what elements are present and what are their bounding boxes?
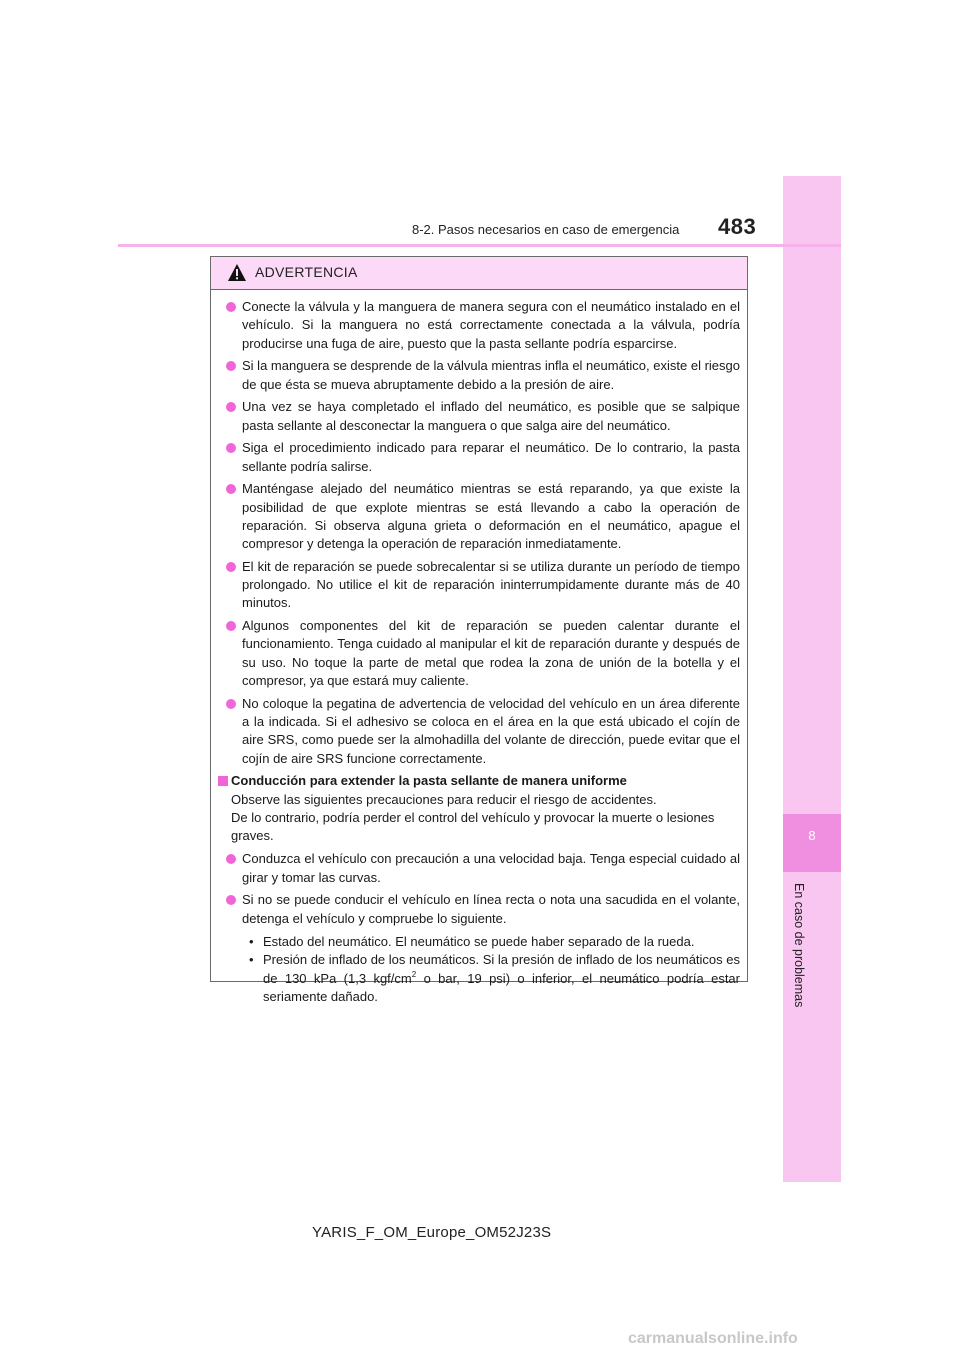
bullet-icon xyxy=(226,302,236,312)
warning-item: No coloque la pegatina de advertencia de velocidad del vehículo en un área diferente a la indicada. Si el adhesivo se coloca en el área en la que está ubicado el cojín de aire SRS, como puede ser la almohadilla del volante de dirección, puede evitar que el cojín de aire SRS funcione correctamente. xyxy=(218,695,740,768)
subsection-heading: Conducción para extender la pasta sellante de manera uniforme xyxy=(218,772,740,790)
subsection-item: Conduzca el vehículo con precaución a una velocidad baja. Tenga especial cuidado al girar y tomar las curvas. xyxy=(218,850,740,887)
bullet-icon xyxy=(226,699,236,709)
warning-item: Algunos componentes del kit de reparación se pueden calentar durante el funcionamiento. Tenga cuidado al manipular el kit de reparación durante y después de su uso. No toque la parte de metal que rodea la zona de unión de la botella y el compresor, ya que estará muy caliente. xyxy=(218,617,740,690)
warning-body xyxy=(211,290,747,1006)
bullet-icon xyxy=(226,621,236,631)
dot-bullet-icon: • xyxy=(249,934,254,950)
subsection-intro: Observe las siguientes precauciones para reducir el riesgo de accidentes. xyxy=(231,791,657,807)
watermark: carmanualsonline.info xyxy=(628,1330,798,1347)
warning-item: Conecte la válvula y la manguera de manera segura con el neumático instalado en el vehículo. Si la manguera no está correctamente conectada a la válvula, podría producirse una fuga de aire, puesto que la pasta sellante podría esparcirse. xyxy=(218,298,740,353)
check-list xyxy=(218,933,740,1006)
chapter-number-block xyxy=(783,814,841,872)
page-number: 483 xyxy=(718,214,757,239)
bullet-icon xyxy=(226,361,236,371)
bullet-icon xyxy=(226,562,236,572)
document-code: YARIS_F_OM_Europe_OM52J23S xyxy=(312,1224,552,1241)
warning-box xyxy=(210,256,748,1004)
square-bullet-icon xyxy=(218,776,228,786)
header-divider xyxy=(118,244,841,247)
warning-item: Una vez se haya completado el inflado del neumático, es posible que se salpique pasta sellante al desconectar la manguera o que salga aire del neumático. xyxy=(218,398,740,435)
bullet-icon xyxy=(226,854,236,864)
warning-item: Siga el procedimiento indicado para reparar el neumático. De lo contrario, la pasta sellante podría salirse. xyxy=(218,439,740,476)
warning-triangle-icon xyxy=(227,263,247,282)
dot-bullet-icon: • xyxy=(249,952,254,968)
warning-item: El kit de reparación se puede sobrecalentar si se utiliza durante un período de tiempo prolongado. No utilice el kit de reparación ininterrumpidamente durante más de 40 minutos. xyxy=(218,558,740,613)
chapter-side-tab xyxy=(783,176,841,1182)
subsection-item: Si no se puede conducir el vehículo en línea recta o nota una sacudida en el volante, detenga el vehículo y compruebe lo siguiente. xyxy=(218,891,740,928)
chapter-number: 8 xyxy=(808,828,816,843)
check-item: • Presión de inflado de los neumáticos. Si la presión de inflado de los neumáticos es de 130 kPa (1,3 kgf/$cm^2$ o bar, 19 psi) o inferior, el neumático podría estar seriamente dañado. xyxy=(249,952,740,1004)
bullet-icon xyxy=(226,484,236,494)
warning-header xyxy=(211,257,747,290)
warning-title: ADVERTENCIA xyxy=(255,264,358,280)
warning-item: Si la manguera se desprende de la válvula mientras infla el neumático, existe el riesgo de que ésta se mueva abruptamente debido a la presión de aire. xyxy=(218,357,740,394)
check-item: • Estado del neumático. El neumático se puede haber separado de la rueda. xyxy=(218,933,740,951)
bullet-icon xyxy=(226,895,236,905)
bullet-icon xyxy=(226,443,236,453)
warning-item: Manténgase alejado del neumático mientras se está reparando, ya que existe la posibilidad de que explote mientras se está llevando a cabo la operación de reparación. Si observa alguna grieta o deformación en el neumático, apague el compresor y detenga la operación de reparación inmediatamente. xyxy=(218,480,740,553)
section-title: 8-2. Pasos necesarios en caso de emergencia xyxy=(412,222,680,237)
subsection-intro: De lo contrario, podría perder el control del vehículo y provocar la muerte o lesiones graves. xyxy=(231,809,715,844)
chapter-title: En caso de problemas xyxy=(792,883,806,1008)
bullet-icon xyxy=(226,402,236,412)
